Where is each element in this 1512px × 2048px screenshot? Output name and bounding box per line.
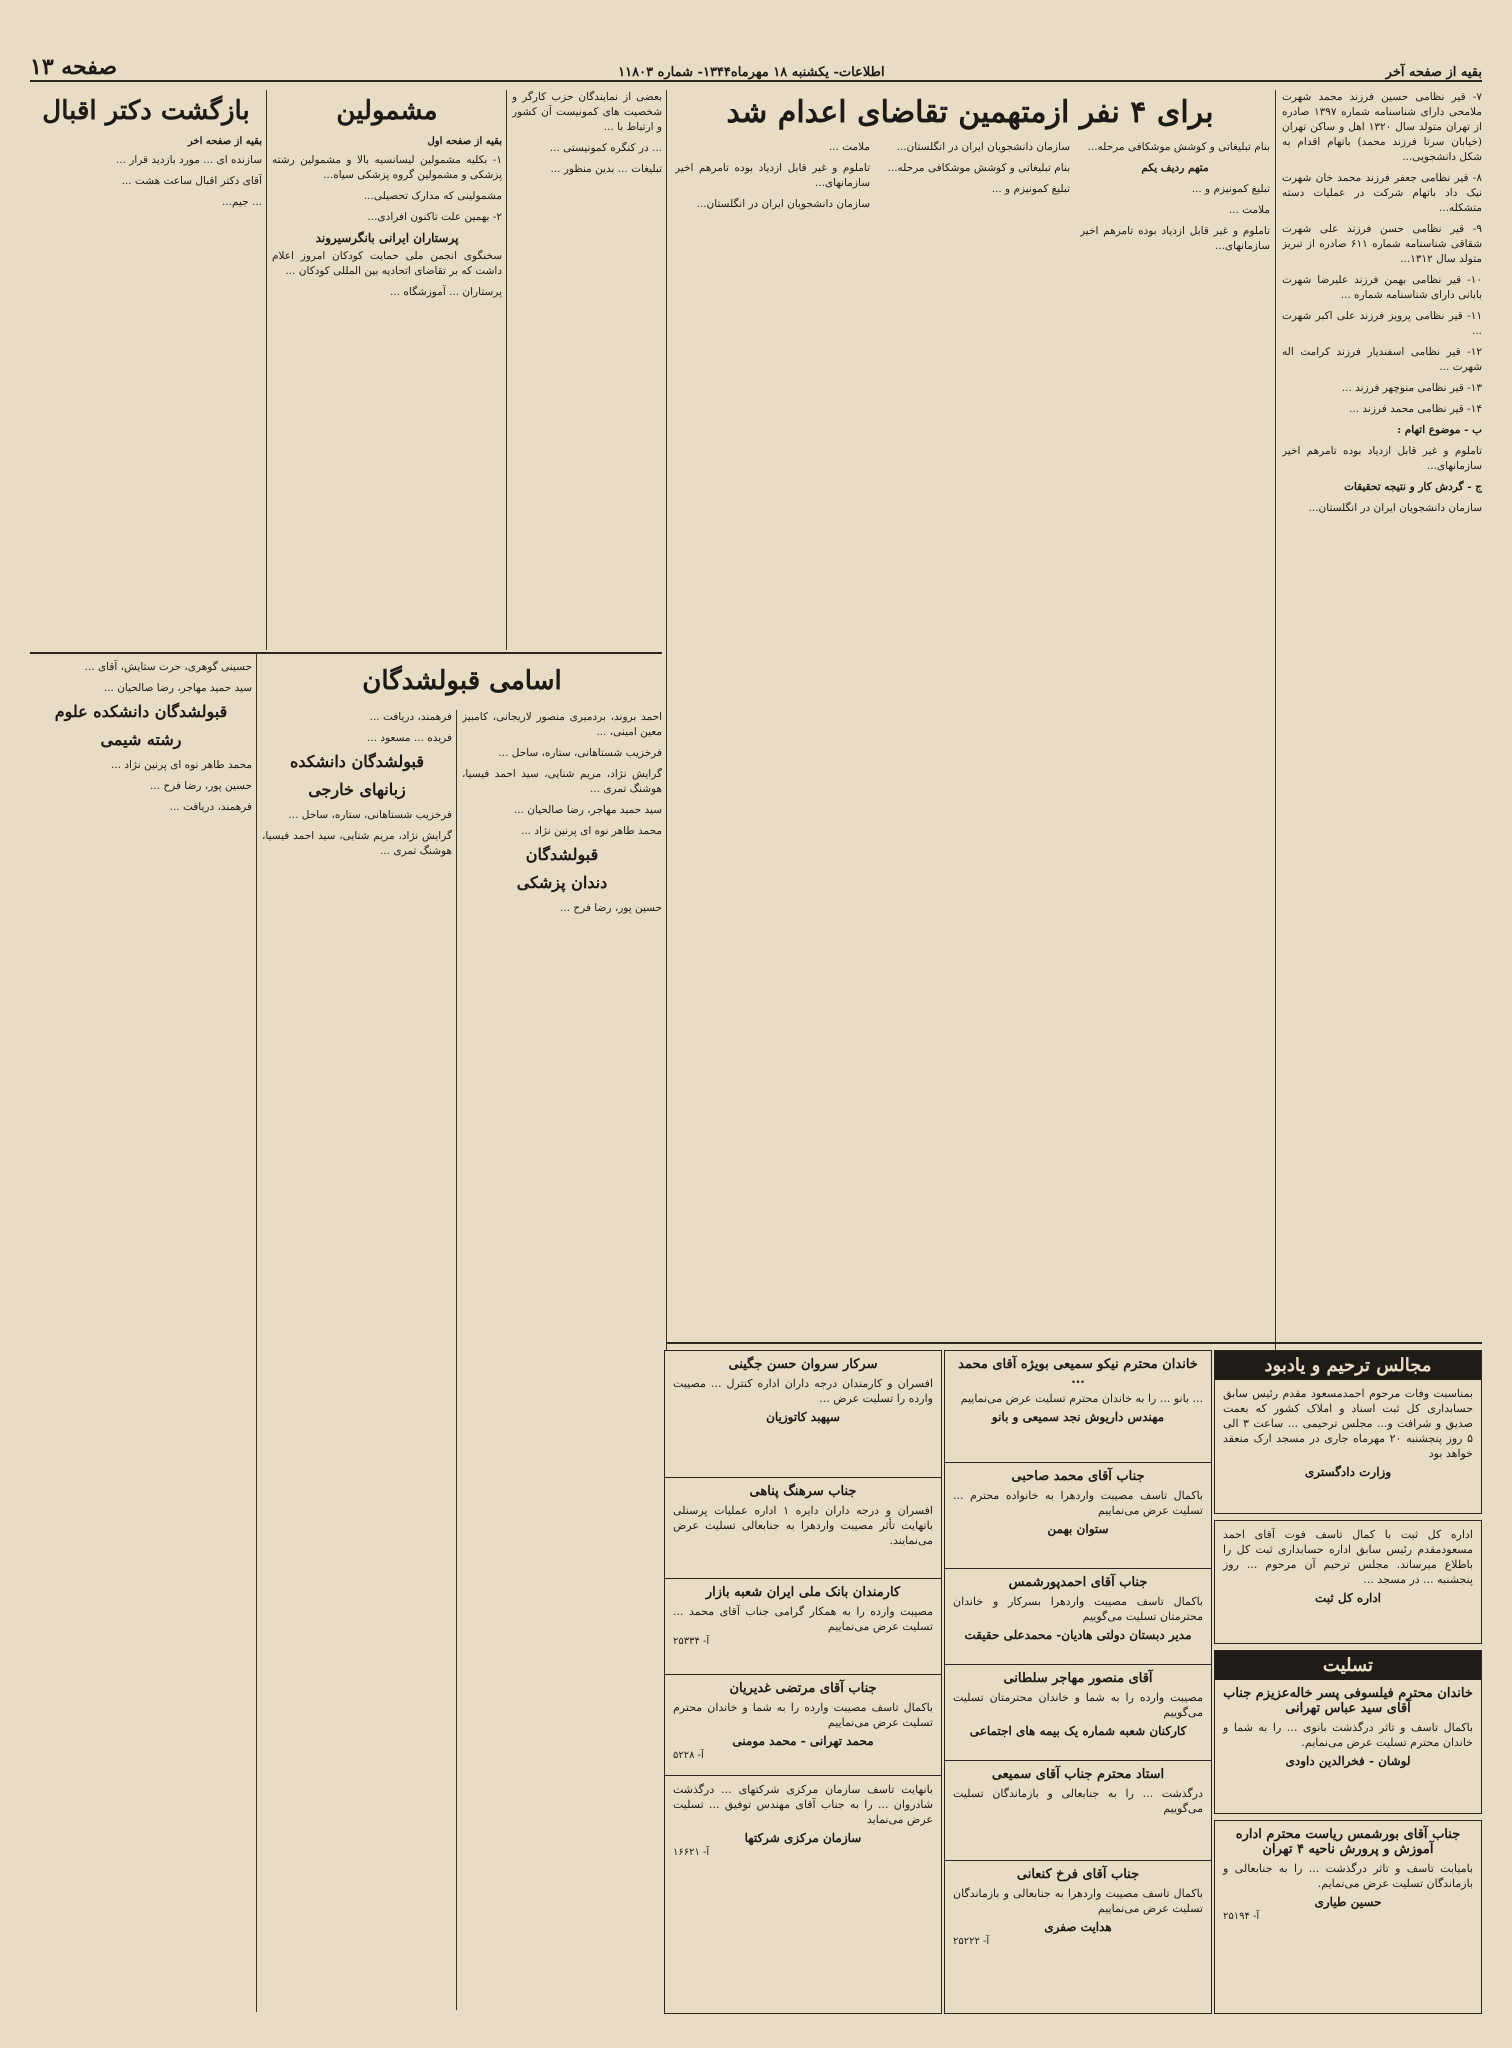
science-subtitle: رشته شیمی (100, 730, 182, 749)
article-paragraph: بعضی از نمایندگان حزب کارگر و شخصیت های کمونیست آن کشور و ارتباط با ... (512, 91, 662, 133)
ad-code: آ- ۱۶۶۲۱ (673, 1847, 710, 1858)
accepted-headline: اسامی قبولشدگان (362, 666, 562, 696)
ghadiriyan-ad (664, 1674, 942, 1778)
kamangi-ad (944, 1860, 1212, 2014)
sarvan-ad (664, 1350, 942, 1479)
ad-body: بمناسبت وفات مرحوم احمدمسعود مقدم رئیس سابق حسابداری کل ثبت اسناد و املاک کشور که بعمت صدیق و شرافت و... مجلس ترحیمی ... ساعت ۳ الی ۵ روز پنجشنبه ۲۰ مهرماه جاری در مسجد ارک منعقد خواهد بود (1223, 1387, 1473, 1460)
article-subhead: ج - گردش کار و نتیجه تحقیقات (1344, 481, 1482, 493)
ad-code: آ- ۲۵۲۲۲ (953, 1936, 990, 1947)
ad-body: باکمال تاسف و تاثر درگذشت بانوی ... را به شما و خاندان محترم تسلیت عرض می‌نمایم. (1223, 1721, 1473, 1749)
article-paragraph: ۹- قیر نظامی حسن فرزند علی شهرت شقاقی شناسنامه شماره ۶۱۱ صادره از تبریز متولد سال ۱۳۱۲... (1282, 223, 1482, 265)
execution-headline-box (670, 90, 1270, 140)
section-label: بقیه از صفحه آخر (1385, 65, 1482, 80)
article-paragraph: ۱۴- قیر نظامی محمد فرزند ... (1349, 403, 1482, 415)
mashmoolin-headline: مشمولین (336, 96, 438, 126)
ad-body: بانهایت تاسف سازمان مرکزی شرکتهای ... درگذشت شادروان ... را به جناب آقای مهندس توفیق ... تسلیت عرض می‌نماید (673, 1783, 933, 1826)
dent-subtitle: دندان پزشکی (516, 873, 608, 892)
ad-title: سرکار سروان حسن جگینی (728, 1357, 878, 1372)
ad-title: جناب آقای محمد صاحبی (1011, 1469, 1145, 1484)
article-paragraph: ۱۰- قیر نظامی بهمن فرزند علیرضا شهرت بابانی دارای شناسنامه شماره ... (1282, 274, 1482, 301)
accepted-column-2 (262, 710, 452, 2010)
ad-signature: محمد تهرانی - محمد مومنی (732, 1734, 874, 1748)
names-paragraph: گرایش نژاد، مریم شنایی، سید احمد فیسیا، هوشنگ تمری ... (262, 830, 452, 857)
execution-column-1 (1282, 90, 1482, 1390)
lang-subtitle: زبانهای خارجی (308, 780, 406, 799)
accepted-column-3 (30, 660, 252, 2010)
tasliyat-banner: تسلیت (1215, 1651, 1481, 1680)
names-paragraph: فرخزیب شستاهانی، ستاره، ساحل ... (288, 809, 452, 821)
article-paragraph: سازمان دانشجویان ایران در انگلستان... (896, 141, 1070, 153)
ad-signature: وزارت دادگستری (1304, 1465, 1392, 1479)
execution-column-3 (880, 140, 1070, 1390)
dent-title: قبولشدگان (525, 845, 599, 864)
newspaper-page (30, 30, 1482, 2020)
ad-title: خاندان محترم فیلسوفی پسر خاله‌عزیزم جناب آقای سید عباس تهرانی (1223, 1686, 1473, 1716)
names-paragraph: گرایش نژاد، مریم شنایی، سید احمد فیسیا، هوشنگ تمری ... (462, 768, 662, 795)
names-paragraph: فریده ... مسعود ... (367, 732, 452, 744)
iqbal-headline: بازگشت دکتر اقبال (42, 96, 250, 126)
article-paragraph: ۲- بهمین علت تاکنون افرادی... (367, 211, 502, 223)
memorial-ad (1214, 1350, 1482, 1514)
names-paragraph: محمد طاهر نوه ای پرنین نژاد ... (520, 825, 662, 837)
article-subhead: ب - موضوع اتهام : (1397, 424, 1482, 436)
ghanaei-ad (944, 1350, 1212, 1464)
article-paragraph: سازنده ای ... مورد بازدید قرار ... (115, 154, 262, 166)
article-paragraph: سخنگوی انجمن ملی حمایت کودکان امروز اعلام داشت که بر تقاضای اتحادیه بین المللی کودکان ... (272, 250, 502, 277)
article-paragraph: تاملوم و غیر قابل ازدیاد بوده تامرهم اخیر سازمانهای... (675, 162, 870, 189)
names-paragraph: حسین پور، رضا فرح ... (150, 780, 252, 792)
ad-body: افسران و کارمندان درجه داران اداره کنترل ... مصیبت وارده را تسلیت عرض ... (673, 1377, 933, 1405)
execution-column-4 (675, 140, 870, 1390)
names-paragraph: حسین پور، رضا فرح ... (560, 902, 662, 914)
party-column (512, 90, 662, 650)
ad-title: استاد محترم جناب آقای سمیعی (991, 1767, 1165, 1782)
mohajer-ad (944, 1664, 1212, 1763)
ad-body: افسران و درجه داران دایره ۱ اداره عملیات پرسنلی باتهایت تأثر مصیبت واردهرا به جنابعالی تسلیت عرض می‌نمایند. (673, 1504, 933, 1547)
article-paragraph: سازمان دانشجویان ایران در انگلستان... (1308, 502, 1482, 514)
ad-title: جناب آقای مرتضی غدیریان (729, 1681, 877, 1696)
article-paragraph: تبلیغات ... بدین منظور ... (550, 163, 662, 175)
sabt-ad (1214, 1520, 1482, 1644)
article-paragraph: ۱۲- قیر نظامی اسفندیار فرزند کرامت اله شهرت ... (1282, 346, 1482, 373)
ad-body: مصیبت وارده را به شما و خاندان محترمتان تسلیت می‌گوییم (953, 1691, 1203, 1719)
article-subhead: متهم ردیف یکم (1141, 162, 1209, 174)
ad-title: جناب آقای فرخ کنعانی (1016, 1867, 1140, 1882)
ad-body: باکمال تاسف مصیبت واردهرا به خانواده محترم ... تسلیت عرض می‌نماییم (953, 1489, 1203, 1517)
ad-signature: هدایت صفری (1044, 1920, 1112, 1934)
panahi-ad (664, 1477, 942, 1581)
ad-title: آقای منصور مهاجر سلطانی (1003, 1671, 1153, 1686)
ad-signature: حسین طیاری (1314, 1895, 1382, 1909)
ad-title: خاندان محترم نیکو سمیعی بویژه آقای محمد ... (958, 1357, 1198, 1387)
feylsoofi-ad (1214, 1650, 1482, 1814)
mashmoolin-article (272, 90, 502, 650)
ad-body: بامیابت تاسف و تاثر درگذشت ... را به جنابعالی و بازماندگان تسلیت عرض می‌نمایم. (1223, 1862, 1473, 1890)
ad-title: کارمندان بانک ملی ایران شعبه بازار (705, 1585, 901, 1600)
article-paragraph: ۱- بکلیه مشمولین لیسانسیه بالا و مشمولین رشته پزشکی و مشمولین گروه پزشکی سیاه... (272, 154, 502, 181)
article-paragraph: ۷- قیر نظامی حسین فرزند محمد شهرت ملامحی دارای شناسنامه شماره ۱۳۹۷ صادره از تهران متولد سال ۱۳۲۰ اهل و ساکن تهران (خیابان سرتا فرزند محمد) باتهام اقدام به شکل دانشجویی... (1282, 91, 1482, 163)
iqbal-article (30, 90, 262, 650)
article-paragraph: مشمولینی که مدارک تحصیلی... (363, 190, 502, 202)
names-paragraph: سید حمید مهاجر، رضا صالحیان ... (513, 804, 662, 816)
article-paragraph: تاملوم و غیر قابل ازدیاد بوده تامرهم اخیر سازمانهای... (1282, 445, 1482, 472)
article-paragraph: ... جیم... (221, 196, 262, 208)
masthead (30, 30, 1482, 82)
names-paragraph: احمد بروند، بردمیری منصور لاریجانی، کامبیز معین امینی، ... (462, 711, 662, 738)
ad-signature: سپهبد کاتوزیان (766, 1410, 840, 1424)
article-paragraph: تبلیغ کمونیزم و ... (991, 183, 1070, 195)
names-paragraph: محمد طاهر نوه ای پرنین نژاد ... (110, 759, 252, 771)
ad-signature: مهندس داریوش نجد سمیعی و بانو (991, 1410, 1165, 1424)
ahmadpoor-ad (944, 1568, 1212, 1667)
ad-signature: مدیر دبستان دولتی هادیان- محمدعلی حقیقت (964, 1628, 1192, 1642)
names-paragraph: حسینی گوهری، حرت ستایش، آقای ... (84, 661, 252, 673)
ad-body: ... بانو ... را به خاندان محترم تسلیت عرض می‌نماییم (960, 1392, 1203, 1405)
execution-headline: برای ۴ نفر ازمتهمین تقاضای اعدام شد (726, 95, 1214, 130)
issue-info: اطلاعات- یکشنبه ۱۸ مهرماه۱۳۴۴- شماره ۱۱۸۰۳ (618, 65, 885, 80)
article-paragraph: ۱۱- قیر نظامی پرویز فرزند علی اکبر شهرت ... (1282, 310, 1482, 337)
article-paragraph: پرستاران ... آموزشگاه ... (390, 286, 502, 298)
samiei-ad (944, 1760, 1212, 1864)
ad-body: درگذشت ... را به جنابعالی و بازماندگان تسلیت می‌گوییم (953, 1787, 1203, 1815)
ad-title: جناب آقای بورشمس ریاست محترم اداره آموزش و پرورش ناحیه ۴ تهران (1235, 1827, 1461, 1857)
accepted-column-1 (462, 710, 662, 2010)
article-paragraph: آقای دکتر اقبال ساعت هشت ... (121, 175, 262, 187)
memorial-banner: مجالس ترحیم و یادبود (1215, 1351, 1481, 1380)
ad-title: جناب آقای احمدپورشمس (1008, 1575, 1148, 1590)
names-paragraph: فرهمند، دریافت ... (169, 801, 252, 813)
ad-body: باکمال تاسف مصیبت وارده را به شما و خاندان محترم تسلیت عرض می‌نماییم (673, 1701, 933, 1729)
lang-title: قبولشدگان دانشکده (289, 752, 424, 771)
article-paragraph: بنام تبلیغاتی و کوشش موشکافی مرحله... (887, 162, 1070, 174)
accepted-headline-box (262, 660, 662, 706)
page-number: صفحه ۱۳ (30, 54, 118, 80)
article-paragraph: ۱۳- قیر نظامی منوچهر فرزند ... (1341, 382, 1482, 394)
names-paragraph: فرهمند، دریافت ... (369, 711, 452, 723)
ad-signature: اداره کل ثبت (1315, 1591, 1381, 1605)
article-paragraph: بنام تبلیغاتی و کوشش موشکافی مرحله... (1087, 141, 1270, 153)
science-title: قبولشدگان دانشکده علوم (54, 702, 228, 721)
ad-title: جناب سرهنگ پناهی (749, 1484, 857, 1499)
names-paragraph: فرخزیب شستاهانی، ستاره، ساحل ... (498, 747, 662, 759)
ad-body: باکمال تاسف مصیبت واردهرا به جنابعالی و بازماندگان تسلیت عرض می‌نماییم (953, 1887, 1203, 1915)
amoozesh-ad (1214, 1820, 1482, 2014)
article-paragraph: ۸- قیر نظامی جعفر فرزند محمد خان شهرت نیک داد باتهام شرکت در عملیات دسته متشکله... (1282, 172, 1482, 214)
ad-body: مصیبت وارده را به همکار گرامی جناب آقای محمد ... تسلیت عرض می‌نماییم (673, 1605, 933, 1633)
ad-body: اداره کل ثبت با کمال تاسف فوت آقای احمد مسعودمقدم رئیس سابق اداره حسابداری ثبت کل را باطلاع میرساند. مجلس ترحیم آن مرحوم ... روز پنجشنبه ... در مسجد ... (1223, 1528, 1473, 1586)
kicker: بقیه از صفحه اخر (187, 136, 262, 147)
execution-column-2 (1080, 140, 1270, 1390)
bank-ad (664, 1578, 942, 1677)
sabooni-ad (944, 1462, 1212, 1571)
article-paragraph: ملامت ... (1228, 204, 1270, 216)
article-paragraph: سازمان دانشجویان ایران در انگلستان... (696, 198, 870, 210)
ad-signature: ستوان بهمن (1047, 1522, 1109, 1536)
article-paragraph: ... در کنگره کمونیستی ... (549, 142, 662, 154)
article-paragraph: تاملوم و غیر قابل ازدیاد بوده تامرهم اخیر سازمانهای... (1080, 225, 1270, 252)
ad-code: آ- ۵۲۲۸ (673, 1750, 704, 1761)
ad-signature: سازمان مرکزی شرکتها (744, 1831, 862, 1845)
nurses-subhead: پرستاران ایرانی بانگرسیروند (315, 231, 459, 245)
ad-body: باکمال تاسف مصیبت واردهرا بسرکار و خاندان محترمتان تسلیت می‌گوییم (953, 1595, 1203, 1623)
article-paragraph: تبلیغ کمونیزم و ... (1191, 183, 1270, 195)
ad-code: آ- ۲۵۳۳۴ (673, 1636, 710, 1647)
sherkat-ad (664, 1775, 942, 2014)
ad-signature: لوشان - فخرالدین داودی (1285, 1754, 1411, 1768)
ad-signature: کارکنان شعبه شماره یک بیمه های اجتماعی (969, 1724, 1187, 1738)
kicker: بقیه از صفحه اول (427, 136, 502, 147)
ad-code: آ- ۲۵۱۹۴ (1223, 1911, 1260, 1922)
names-paragraph: سید حمید مهاجر، رضا صالحیان ... (103, 682, 252, 694)
article-paragraph: ملامت ... (828, 141, 870, 153)
